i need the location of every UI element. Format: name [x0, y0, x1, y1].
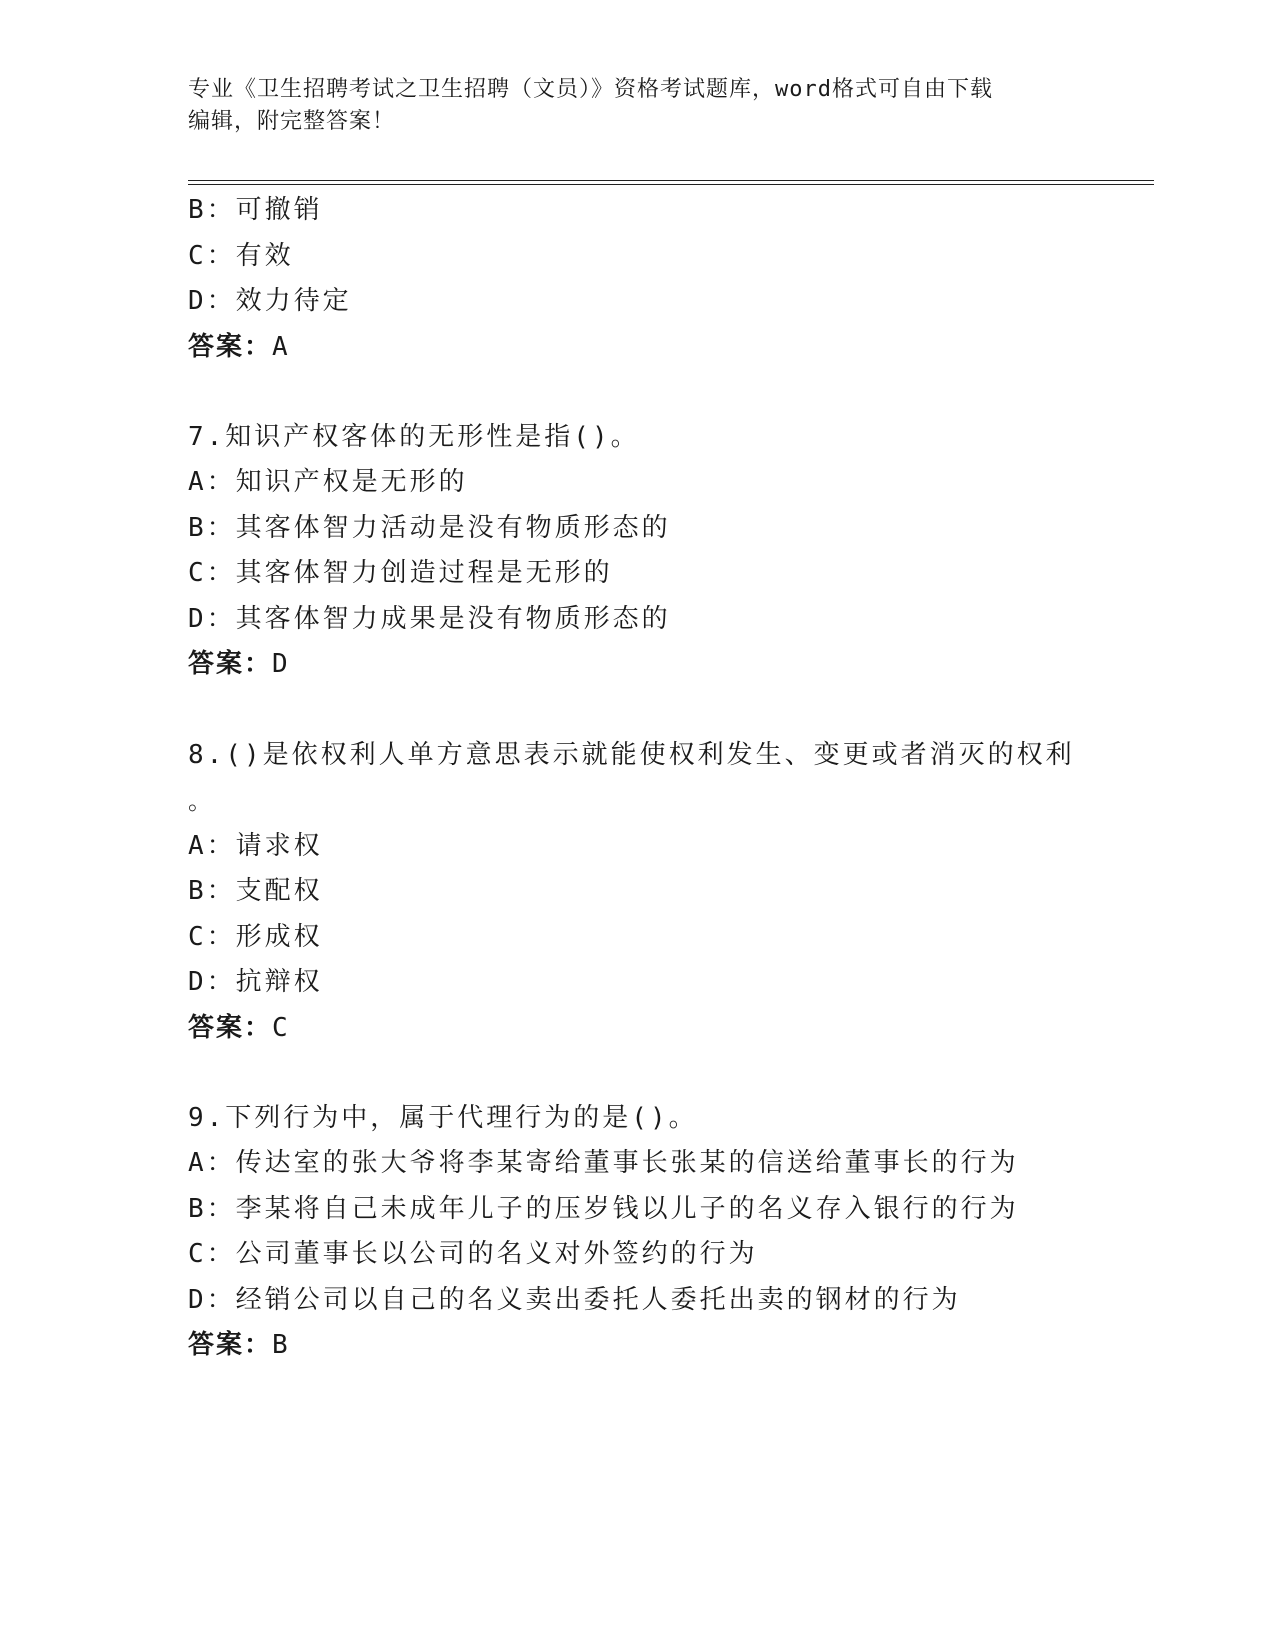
question-stem: 8.()是依权利人单方意思表示就能使权利发生、变更或者消灭的权利 — [188, 739, 1075, 770]
question-stem: 9.下列行为中，属于代理行为的是()。 — [188, 1103, 698, 1133]
answer-label: 答案： — [188, 1330, 273, 1360]
option: C：公司董事长以公司的名义对外签约的行为 — [188, 1239, 758, 1269]
option: C：形成权 — [188, 921, 323, 952]
option: B：其客体智力活动是没有物质形态的 — [188, 512, 671, 543]
option: C：其客体智力创造过程是无形的 — [188, 558, 613, 588]
question-9 — [188, 1095, 1118, 1369]
option: D：效力待定 — [188, 286, 352, 316]
option: B：李某将自己未成年儿子的压岁钱以儿子的名义存入银行的行为 — [188, 1193, 1019, 1224]
question-stem: 7.知识产权客体的无形性是指()。 — [188, 422, 640, 452]
answer-label: 答案： — [188, 649, 273, 679]
question-stem-continuation: 。 — [188, 786, 215, 815]
option: B：可撤销 — [188, 195, 323, 225]
previous-question-tail — [188, 188, 1118, 370]
header-divider-bottom — [188, 184, 1154, 185]
option: D：抗辩权 — [188, 967, 323, 997]
document-header — [188, 74, 1088, 138]
answer-line — [188, 325, 1118, 371]
question-8 — [188, 732, 1118, 1052]
answer-value: C — [272, 1012, 290, 1043]
answer-line — [188, 1323, 1118, 1369]
answer-label: 答案： — [188, 1012, 273, 1043]
header-line-2: 编辑，附完整答案！ — [188, 109, 396, 134]
header-line-1: 专业《卫生招聘考试之卫生招聘（文员）》资格考试题库，word格式可自由下载 — [188, 77, 993, 102]
answer-value: D — [272, 649, 290, 679]
answer-label: 答案： — [188, 331, 273, 362]
answer-line — [188, 1006, 1118, 1052]
answer-line — [188, 642, 1118, 688]
question-7 — [188, 414, 1118, 688]
question-list — [188, 188, 1118, 1369]
option: A：知识产权是无形的 — [188, 467, 468, 497]
option: D：经销公司以自己的名义卖出委托人委托出卖的钢材的行为 — [188, 1284, 961, 1315]
option: A：传达室的张大爷将李某寄给董事长张某的信送给董事长的行为 — [188, 1148, 1019, 1178]
option: B：支配权 — [188, 876, 323, 906]
answer-value: A — [272, 331, 290, 362]
answer-value: B — [272, 1330, 290, 1360]
header-divider-top — [188, 180, 1154, 181]
option: D：其客体智力成果是没有物质形态的 — [188, 603, 671, 634]
option: C：有效 — [188, 240, 294, 271]
option: A：请求权 — [188, 830, 323, 861]
